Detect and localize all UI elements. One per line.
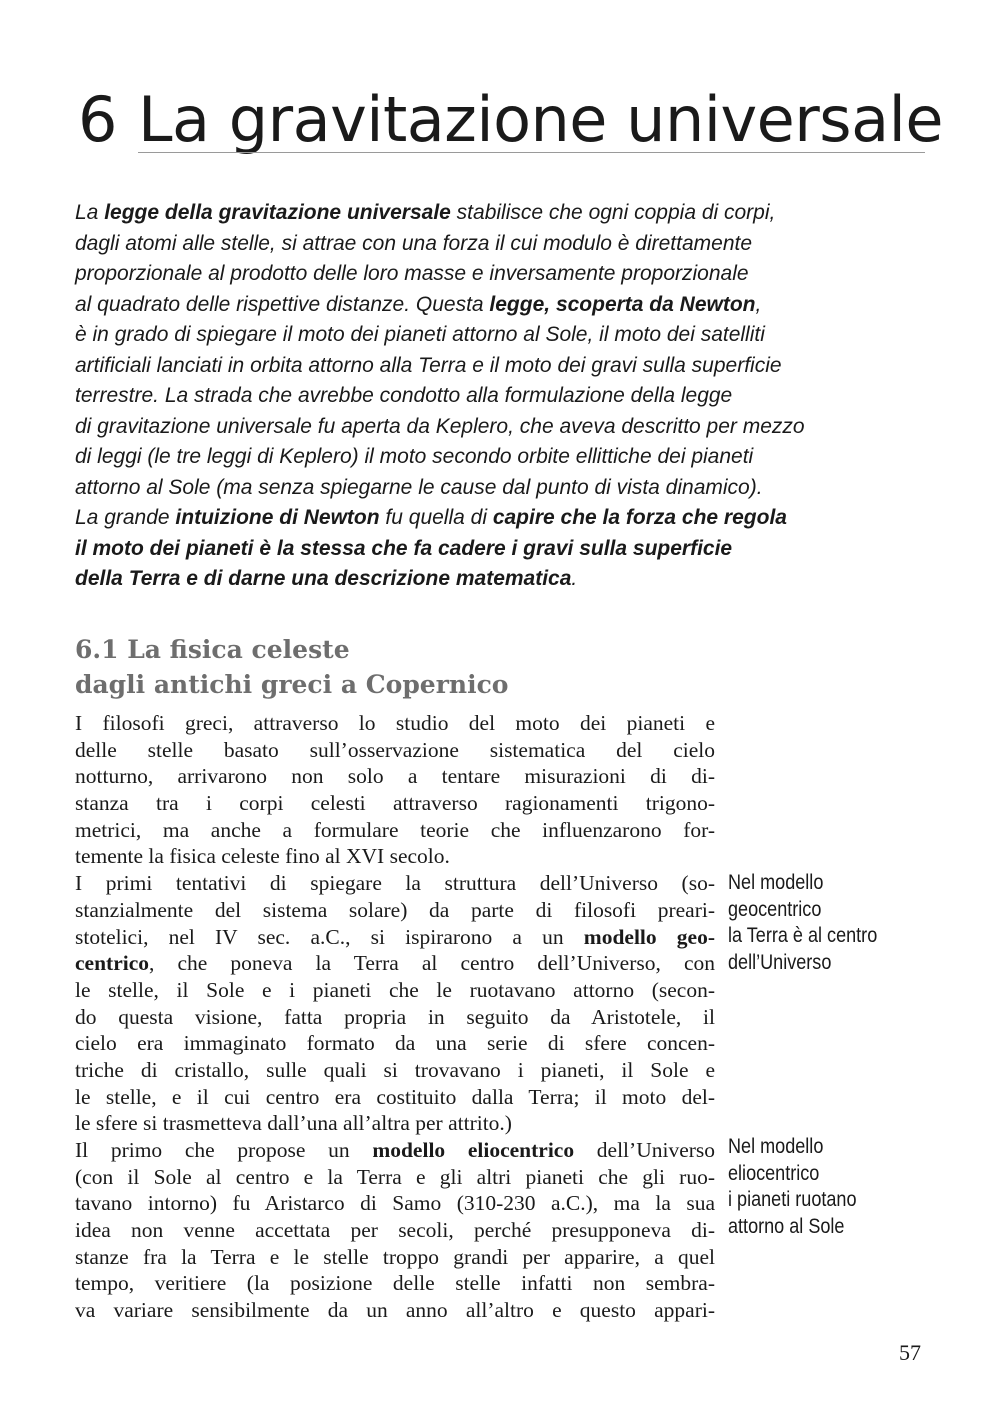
text-run: stotelici, nel IV sec. a.C., si ispirarono a un — [75, 924, 584, 949]
text-run: temente la fisica celeste fino al XVI secolo. — [75, 844, 450, 869]
text-run: . — [571, 567, 578, 590]
chapter-intro-paragraph — [75, 198, 925, 595]
text-run: I filosofi greci, attraverso lo studio del moto dei pianeti e — [75, 711, 715, 735]
text-line — [75, 763, 715, 790]
text-line — [75, 817, 715, 844]
text-line — [75, 1030, 715, 1057]
text-line — [75, 534, 925, 565]
text-run: La grande — [75, 506, 176, 529]
text-line — [75, 1110, 715, 1137]
text-line — [75, 897, 715, 924]
text-line — [75, 710, 715, 737]
bold-text: della Terra e di darne una descrizione matematica — [75, 567, 572, 590]
text-run: va variare sensibilmente da un anno all’altro e questo appari- — [75, 1298, 715, 1323]
text-line — [75, 1244, 715, 1271]
bold-text: modello geo- — [583, 924, 715, 949]
text-run: stanze fra la Terra e le stelle troppo grandi per apparire, a quel — [75, 1244, 715, 1269]
text-line — [75, 412, 925, 443]
text-run: idea non venne accettata per secoli, perché presupponeva di- — [75, 1218, 715, 1243]
text-run: do questa visione, fatta propria in seguito da Aristotele, il — [75, 1004, 715, 1029]
title-underline-rule — [138, 152, 925, 153]
margin-note-geocentric — [728, 870, 909, 977]
text-line — [75, 1270, 715, 1297]
text-line — [75, 950, 715, 977]
text-line — [75, 790, 715, 817]
text-line — [75, 442, 925, 473]
text-run: al quadrato delle rispettive distanze. Questa — [75, 292, 490, 316]
text-line — [75, 1217, 715, 1244]
text-line — [75, 870, 715, 897]
text-run: di gravitazione universale fu aperta da Keplero, che aveva descritto per mezzo — [75, 414, 805, 438]
text-line — [75, 473, 925, 504]
text-line — [75, 1137, 715, 1164]
text-run: La — [75, 201, 105, 224]
text-line — [75, 737, 715, 764]
text-run: I primi tentativi di spiegare la struttura dell’Universo (so- — [75, 871, 715, 896]
margin-note-line: geocentrico — [728, 897, 822, 921]
margin-note-line: attorno al Sole — [728, 1215, 845, 1239]
text-run: dell’Universo — [574, 1138, 716, 1162]
text-run: le stelle, e il cui centro era costituito dalla Terra; il moto del- — [75, 1084, 715, 1109]
text-run: , che poneva la Terra al centro dell’Universo, con — [149, 951, 715, 976]
text-line — [75, 198, 925, 229]
text-line — [75, 1297, 715, 1324]
margin-note-line: i pianeti ruotano — [728, 1188, 857, 1212]
text-line — [75, 503, 925, 534]
text-line — [75, 1057, 715, 1084]
text-line — [75, 843, 715, 870]
text-run: Il primo che propose un — [75, 1138, 373, 1162]
text-run: terrestre. La strada che avrebbe condotto alla formulazione della legge — [75, 384, 733, 407]
text-line — [75, 1084, 715, 1111]
text-run: è in grado di spiegare il moto dei pianeti attorno al Sole, il moto dei satelliti — [75, 323, 765, 346]
text-run: le sfere si trasmetteva dall’una all’altra per attrito.) — [75, 1111, 512, 1136]
text-run: stabilisce che ogni coppia di corpi, — [450, 201, 776, 224]
text-run: stanza tra i corpi celesti attraverso ragionamenti trigono- — [75, 791, 715, 816]
text-run: dagli atomi alle stelle, si attrae con una forza il cui modulo è direttamente — [75, 231, 753, 255]
text-run: fu quella di — [379, 506, 493, 529]
bold-text: centrico — [75, 951, 150, 976]
text-run: , — [755, 292, 762, 316]
text-line — [75, 977, 715, 1004]
page-number: 57 — [899, 1340, 921, 1365]
text-run: delle stelle basato sull’osservazione sistematica del cielo — [75, 737, 715, 762]
chapter-title: La gravitazione universale — [138, 83, 943, 156]
text-line — [75, 259, 925, 290]
text-run: cielo era immaginato formato da una serie di sfere concen- — [75, 1031, 715, 1056]
bold-text: il moto dei pianeti è la stessa che fa cadere i gravi sulla superficie — [75, 536, 733, 560]
text-line — [75, 924, 715, 951]
text-line — [75, 229, 925, 260]
text-line — [75, 1004, 715, 1031]
text-line — [75, 564, 925, 595]
section-title-line: 6.1 La fisica celeste — [75, 635, 350, 664]
text-run: proporzionale al prodotto delle loro masse e inversamente proporzionale — [75, 262, 749, 285]
section-title — [75, 632, 508, 702]
margin-note-line: Nel modello — [728, 871, 824, 894]
margin-note-line: Nel modello — [728, 1135, 824, 1158]
text-run: attorno al Sole (ma senza spiegarne le cause dal punto di vista dinamico). — [75, 475, 763, 499]
text-run: le stelle, il Sole e i pianeti che le ruotavano attorno (secon- — [75, 977, 715, 1002]
text-run: triche di cristallo, sulle quali si trovavano i pianeti, il Sole e — [75, 1057, 715, 1082]
text-run: metrici, ma anche a formulare teorie che influenzarono for- — [75, 817, 715, 842]
chapter-heading — [78, 80, 943, 160]
text-line — [75, 320, 925, 351]
text-run: di leggi (le tre leggi di Keplero) il moto secondo orbite ellittiche dei pianeti — [75, 445, 754, 468]
text-run: (con il Sole al centro e la Terra e gli altri pianeti che gli ruo- — [75, 1164, 715, 1189]
text-run: stanzialmente del sistema solare) da parte di filosofi preari- — [75, 897, 715, 922]
text-line — [75, 1190, 715, 1217]
section-body-text — [75, 710, 715, 1324]
text-line — [75, 351, 925, 382]
margin-note-line: eliocentrico — [728, 1161, 820, 1185]
text-run: notturno, arrivarono non solo a tentare misurazioni di di- — [75, 764, 715, 789]
bold-text: modello eliocentrico — [372, 1138, 575, 1162]
margin-note-line: la Terra è al centro — [728, 924, 878, 948]
section-title-line: dagli antichi greci a Copernico — [75, 670, 509, 699]
margin-note-heliocentric — [728, 1134, 909, 1241]
bold-text: legge, scoperta da Newton — [489, 292, 756, 316]
text-run: tavano intorno) fu Aristarco di Samo (310-230 a.C.), ma la sua — [75, 1191, 715, 1216]
text-run: artificiali lanciati in orbita attorno alla Terra e il moto dei gravi sulla superficie — [75, 353, 782, 377]
bold-text: capire che la forza che regola — [492, 506, 787, 529]
text-line — [75, 381, 925, 412]
text-line — [75, 290, 925, 321]
bold-text: intuizione di Newton — [175, 506, 380, 529]
margin-note-line: dell’Universo — [728, 951, 832, 975]
text-run: tempo, veritiere (la posizione delle stelle infatti non sembra- — [75, 1271, 715, 1296]
bold-text: legge della gravitazione universale — [104, 201, 451, 224]
text-line — [75, 1164, 715, 1191]
chapter-number: 6 — [78, 83, 118, 156]
